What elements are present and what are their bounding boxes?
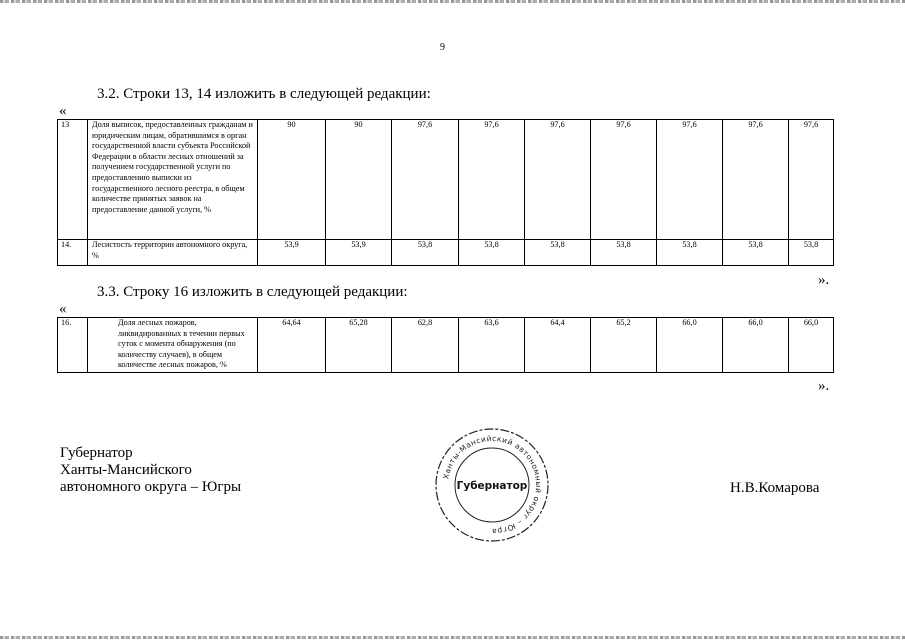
- stamp-ring-text: Ханты-Мансийский автономный округ – Югра: [441, 433, 544, 537]
- value-cell: 53,9: [258, 240, 326, 266]
- value-cell: 53,8: [392, 240, 459, 266]
- section-3-3-close-quote: ».: [818, 378, 830, 394]
- table-row: [58, 120, 834, 240]
- indicators-table-3-3: [57, 317, 834, 373]
- value-cell: 65,2: [591, 318, 657, 373]
- value-cell: 97,6: [657, 120, 723, 240]
- scan-edge-bottom: [0, 636, 905, 639]
- value-cell: 53,8: [723, 240, 789, 266]
- value-cell: 90: [326, 120, 392, 240]
- governor-stamp: [425, 420, 560, 550]
- value-cell: 66,0: [657, 318, 723, 373]
- row-description: Доля выписок, предоставленных гражданам и юридическим лицам, обратившимся в орган государственной власти субъекта Российской Федерации в области лесных отношений за получением государственной услуги по предоставлению выписки из государственного лесного реестра, в общем количестве принятых заявок на предоставление данной услуги, %: [88, 120, 258, 240]
- section-3-2-heading: 3.2. Строки 13, 14 изложить в следующей редакции:: [97, 86, 431, 102]
- row-number: 16.: [58, 318, 88, 373]
- page-number: 9: [440, 42, 445, 53]
- row-description: Доля лесных пожаров, ликвидированных в течении первых суток с момента обнаружения (по количеству случаев), в общем количестве лесных пожаров, %: [88, 318, 258, 373]
- signatory-title-line: автономного округа – Югры: [60, 479, 242, 495]
- value-cell: 53,8: [459, 240, 525, 266]
- value-cell: 53,8: [591, 240, 657, 266]
- row-number: 14.: [58, 240, 88, 266]
- section-3-2-close-quote: ».: [818, 272, 830, 288]
- scan-edge-top: [0, 0, 905, 3]
- table-row: [58, 240, 834, 266]
- indicators-table-3-2: [57, 119, 834, 266]
- value-cell: 64,64: [258, 318, 326, 373]
- value-cell: 53,8: [657, 240, 723, 266]
- row-number: 13: [58, 120, 88, 240]
- value-cell: 53,8: [525, 240, 591, 266]
- row-description: Лесистость территории автономного округа, %: [88, 240, 258, 266]
- value-cell: 97,6: [459, 120, 525, 240]
- value-cell: 53,8: [789, 240, 834, 266]
- value-cell: 90: [258, 120, 326, 240]
- signatory-title-line: Ханты-Мансийского: [60, 462, 192, 478]
- value-cell: 97,6: [392, 120, 459, 240]
- signatory-title-line: Губернатор: [60, 445, 133, 461]
- value-cell: 65,28: [326, 318, 392, 373]
- section-3-2-open-quote: «: [59, 103, 67, 119]
- value-cell: 66,0: [723, 318, 789, 373]
- stamp-center-text: Губернатор: [456, 480, 528, 492]
- value-cell: 97,6: [591, 120, 657, 240]
- signatory-name: Н.В.Комарова: [730, 480, 820, 496]
- value-cell: 97,6: [789, 120, 834, 240]
- section-3-3-open-quote: «: [59, 301, 67, 317]
- value-cell: 66,0: [789, 318, 834, 373]
- value-cell: 53,9: [326, 240, 392, 266]
- value-cell: 62,8: [392, 318, 459, 373]
- table-row: [58, 318, 834, 373]
- value-cell: 97,6: [525, 120, 591, 240]
- value-cell: 64,4: [525, 318, 591, 373]
- value-cell: 97,6: [723, 120, 789, 240]
- section-3-3-heading: 3.3. Строку 16 изложить в следующей редакции:: [97, 284, 408, 300]
- signatory-title: [60, 445, 241, 496]
- value-cell: 63,6: [459, 318, 525, 373]
